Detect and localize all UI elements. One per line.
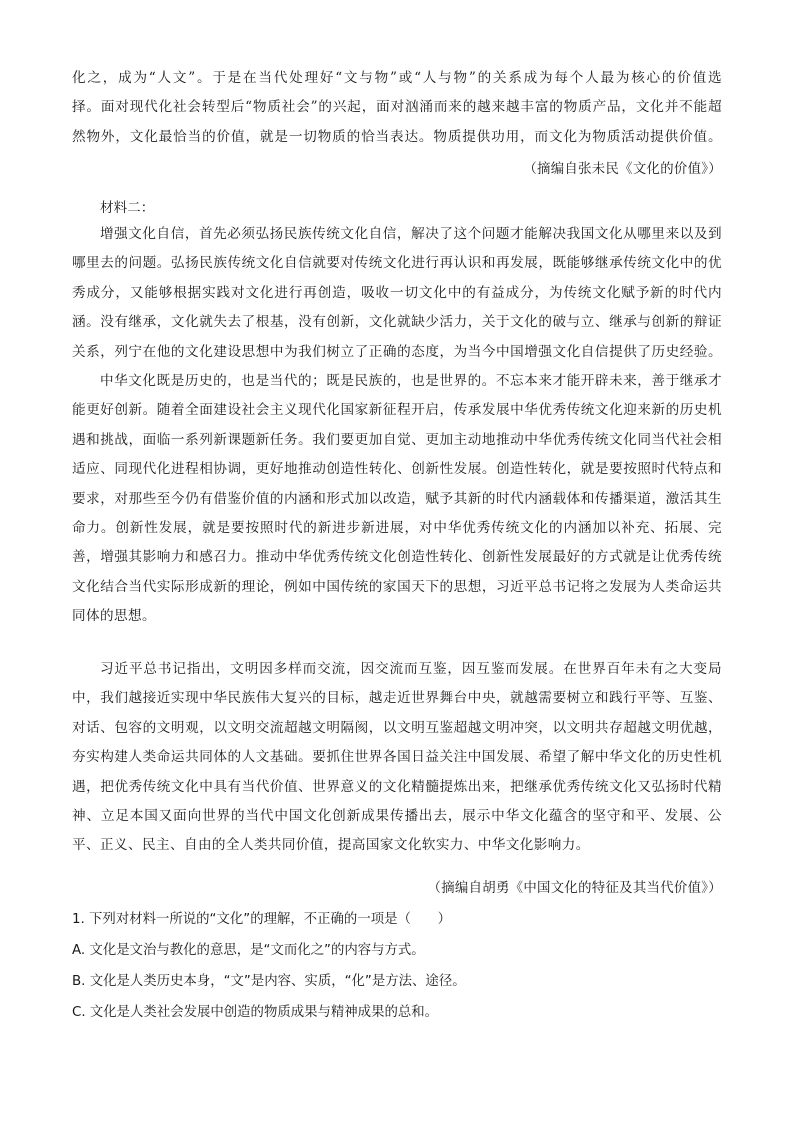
question1-option-c: C. 文化是人类社会发展中创造的物质成果与精神成果的总和。 [72,1005,439,1020]
text-line: 遇和挑战，面临一系列新课题新任务。我们要更加自觉、更加主动地推动中华优秀传统文化同当代社会相 [72,431,722,448]
text-line: 命力。创新性发展，就是要按照时代的新进步新进展，对中华优秀传统文化的内涵加以补充、拓展、完 [72,520,722,537]
material2-source: （摘编自胡勇《中国文化的特征及其当代价值》） [427,881,722,896]
text-line: 适应、同现代化进程相协调，更好地推动创造性转化、创新性发展。创造性转化，就是要按照时代特点和 [72,461,722,478]
text-line: 同体的思想。 [72,608,156,625]
material2-heading: 材料二： [100,200,155,216]
text-line: 增强文化自信，首先必须弘扬民族传统文化自信，解决了这个问题才能解决我国文化从哪里来以及到 [100,226,722,242]
question1-stem: 1. 下列对材料一所说的“文化”的理解，不正确的一项是（ ） [72,912,452,927]
text-line: 夯实构建人类命运共同体的人文基础。要抓住世界各国日益关注中国发展、希望了解中华文化的历史性机 [72,749,722,766]
material1-source: （摘编自张未民《文化的价值》） [523,162,722,177]
text-line: 习近平总书记指出，文明因多样而交流，因交流而互鉴，因互鉴而发展。在世界百年未有之大变局 [100,661,722,677]
text-line: 遇，把优秀传统文化中具有当代价值、世界意义的文化精髓提炼出来，把继承优秀传统文化又弘扬时代精 [72,778,722,795]
text-line: 秀成分，又能够根据实践对文化进行再创造，吸收一切文化中的有益成分，为传统文化赋予新的时代内 [72,284,722,301]
text-line: 神、立足本国又面向世界的当代中国文化创新成果传播出去，展示中华文化蕴含的坚守和平、发展、公 [72,808,722,825]
text-line: 择。面对现代化社会转型后“物质社会”的兴起，面对汹涌而来的越来越丰富的物质产品，文化并不能超 [72,99,722,116]
text-line: 要求，对那些至今仍有借鉴价值的内涵和形式加以改造，赋予其新的时代内涵载体和传播渠道，激活其生 [72,490,722,507]
text-line: 哪里去的问题。弘扬民族传统文化自信就要对传统文化进行再认识和再发展，既能够继承传统文化中的优 [72,255,722,272]
text-line: 善，增强其影响力和感召力。推动中华优秀传统文化创造性转化、创新性发展最好的方式就是让优秀传统 [72,549,722,566]
text-line: 然物外，文化最恰当的价值，就是一切物质的恰当表达。物质提供功用，而文化为物质活动提供价值。 [72,128,722,145]
text-line: 涵。没有继承，文化就失去了根基，没有创新，文化就缺少活力，关于文化的破与立、继承与创新的辩证 [72,314,722,331]
text-line: 能更好创新。随着全面建设社会主义现代化国家新征程开启，传承发展中华优秀传统文化迎来新的历史机 [72,402,722,419]
material2-paragraph-2 [72,367,722,632]
question1-option-a: A. 文化是文治与教化的意思，是“文而化之”的内容与方式。 [72,943,425,958]
text-line: 文化结合当代实际形成新的理论，例如中国传统的家国天下的思想，习近平总书记将之发展为人类命运共 [72,578,722,595]
text-line: 对话、包容的文明观，以文明交流超越文明隔阂，以文明互鉴超越文明冲突，以文明共存超越文明优越， [72,719,722,736]
text-line: 化之，成为“人文”。于是在当代处理好“文与物”或“人与物”的关系成为每个人最为核心的价值选 [72,70,722,86]
text-line: 关系，列宁在他的文化建设思想中为我们树立了正确的态度，为当今中国增强文化自信提供了历史经验。 [72,343,722,360]
material1-tail-paragraph [72,64,722,152]
material2-paragraph-1 [72,220,722,367]
text-line: 中，我们越接近实现中华民族伟大复兴的目标，越走近世界舞台中央，就越需要树立和践行平等、互鉴、 [72,690,722,707]
material2-paragraph-3 [72,655,722,861]
text-line: 平、正义、民主、自由的全人类共同价值，提高国家文化软实力、中华文化影响力。 [72,837,590,854]
question1-option-b: B. 文化是人类历史本身，“文”是内容、实质，“化”是方法、途径。 [72,974,466,989]
text-line: 中华文化既是历史的，也是当代的；既是民族的，也是世界的。不忘本来才能开辟未来，善于继承才 [100,373,722,389]
